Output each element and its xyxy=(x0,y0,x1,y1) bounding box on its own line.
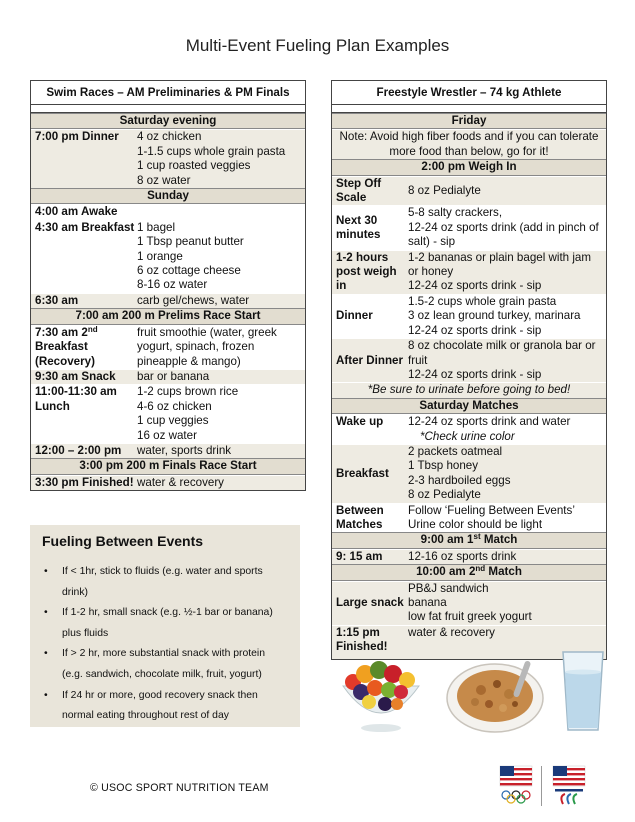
swim-plan-table xyxy=(30,80,306,491)
food-line: 1 cup veggies xyxy=(137,414,209,428)
food-line: 5-8 salty crackers, xyxy=(408,206,503,220)
food-line: PB&J sandwich xyxy=(408,581,489,595)
row-time: Wake up xyxy=(336,415,384,429)
section-header xyxy=(31,188,305,204)
row-food xyxy=(135,326,305,369)
table-row xyxy=(31,475,305,490)
row-food xyxy=(406,504,606,533)
swim-plan-title: Swim Races – AM Preliminaries & PM Finals xyxy=(31,81,305,105)
wrestler-plan-title: Freestyle Wrestler – 74 kg Athlete xyxy=(332,81,606,105)
food-line: 3 oz lean ground turkey, marinara xyxy=(408,309,581,323)
food-line: water & recovery xyxy=(408,625,495,639)
food-line: water, sports drink xyxy=(137,443,232,457)
food-line: 4 oz chicken xyxy=(137,130,202,144)
food-line: 2-3 hardboiled eggs xyxy=(408,473,511,487)
section-header xyxy=(31,458,305,474)
table-row-step-off xyxy=(332,176,606,206)
row-food xyxy=(406,184,606,198)
row-time: Next 30 minutes xyxy=(336,213,381,242)
food-line: 6 oz cottage cheese xyxy=(137,264,241,278)
row-food xyxy=(135,385,305,443)
row-food xyxy=(406,339,606,382)
table-row-after-dinner xyxy=(332,338,606,382)
list-item: • If 1-2 hr, small snack (e.g. ½-1 bar or banana) plus fluids xyxy=(42,603,288,644)
row-food xyxy=(135,444,305,458)
row-time: Dinner xyxy=(336,309,373,323)
fueling-list xyxy=(42,562,288,727)
cereal-bowl-image xyxy=(443,650,545,736)
table-row-between-matches xyxy=(332,503,606,533)
usa-paralympic-logo xyxy=(549,764,589,808)
table-row xyxy=(31,369,305,384)
friday-note: Note: Avoid high fiber foods and if you can tolerate more food than below, go for it! xyxy=(332,129,606,159)
list-item: • If < 1hr, stick to fluids (e.g. water and sports drink) xyxy=(42,562,288,603)
table-row-9-15 xyxy=(332,549,606,564)
food-line: carb gel/chews, water xyxy=(137,293,250,307)
swim-spacer xyxy=(31,105,305,113)
footer-copyright: © USOC SPORT NUTRITION TEAM xyxy=(90,782,269,794)
row-time: Breakfast xyxy=(336,466,389,480)
food-line: 8-16 oz water xyxy=(137,278,208,292)
section-header-label: 7:00 am 200 m Prelims Race Start xyxy=(75,309,261,323)
food-line: 8 oz water xyxy=(137,173,191,187)
wrestler-plan-table xyxy=(331,80,607,660)
food-line: water & recovery xyxy=(137,475,224,489)
food-line: 1 cup roasted veggies xyxy=(137,159,251,173)
food-line: 1-2 bananas or plain bagel with jam or honey xyxy=(408,250,592,279)
row-time: 4:00 am Awake xyxy=(35,205,118,219)
table-row xyxy=(31,325,305,369)
food-line: banana xyxy=(408,596,447,609)
food-line: 16 oz water xyxy=(137,428,197,442)
urine-check-note: *Check urine color xyxy=(420,429,515,443)
section-header-friday: Friday xyxy=(332,113,606,129)
row-food xyxy=(135,221,305,293)
row-time: 12:00 – 2:00 pm xyxy=(35,443,122,457)
food-line: 4-6 oz chicken xyxy=(137,399,212,413)
row-food xyxy=(135,476,305,490)
food-line: low fat fruit greek yogurt xyxy=(408,610,532,624)
usa-olympic-logo xyxy=(496,764,536,808)
food-line: Urine color should be light xyxy=(408,517,543,531)
urinate-note: *Be sure to urinate before going to bed! xyxy=(332,382,606,397)
fruit-bowl-image xyxy=(335,648,427,734)
swim-rows xyxy=(31,113,305,490)
row-time: 9:30 am Snack xyxy=(35,369,116,383)
row-food xyxy=(406,550,606,564)
food-line: bar or banana xyxy=(137,369,210,383)
section-header-label: Saturday evening xyxy=(119,114,217,127)
row-time: 1-2 hours post weigh in xyxy=(336,250,397,293)
food-line: 12-24 oz sports drink - sip xyxy=(408,367,542,381)
row-food xyxy=(406,206,606,249)
row-food xyxy=(406,415,606,444)
row-time: 11:00-11:30 am Lunch xyxy=(35,385,117,413)
food-line: 12-24 oz sports drink (add in pinch of salt) - sip xyxy=(408,220,599,249)
section-header-match-2 xyxy=(332,564,606,580)
food-line: 1.5-2 cups whole grain pasta xyxy=(408,294,557,308)
match-2-label: 10:00 am 2nd Match xyxy=(416,564,522,579)
food-line: 1 orange xyxy=(137,249,183,263)
row-food xyxy=(135,205,305,219)
wrestler-spacer xyxy=(332,105,606,113)
row-food xyxy=(135,130,305,188)
section-header xyxy=(31,308,305,324)
table-row xyxy=(31,204,305,219)
table-row-breakfast xyxy=(332,444,606,503)
row-food xyxy=(406,251,606,294)
table-row xyxy=(31,293,305,308)
section-header-label: Sunday xyxy=(147,189,189,203)
row-time: 9: 15 am xyxy=(336,549,383,563)
food-line: 1-2 cups brown rice xyxy=(137,385,239,399)
section-header xyxy=(31,113,305,129)
food-line: 1 Tbsp peanut butter xyxy=(137,235,244,249)
row-time: 7:30 am 2nd Breakfast (Recovery) xyxy=(35,324,98,368)
food-line: 8 oz Pedialyte xyxy=(408,183,481,197)
section-header-weigh-in: 2:00 pm Weigh In xyxy=(332,159,606,175)
food-line: fruit smoothie (water, greek yogurt, spinach, frozen pineapple & mango) xyxy=(137,325,277,368)
food-line: 8 oz Pedialyte xyxy=(408,488,481,502)
water-glass-image xyxy=(558,648,608,734)
section-header-label: 3:00 pm 200 m Finals Race Start xyxy=(79,459,257,473)
fueling-between-events-box xyxy=(30,525,300,727)
table-row xyxy=(31,384,305,443)
row-food xyxy=(406,445,606,503)
list-item: • If 24 hr or more, good recovery snack then normal eating throughout rest of day xyxy=(42,686,288,727)
match-1-label: 9:00 am 1st Match xyxy=(420,532,518,547)
table-row-next-30 xyxy=(332,205,606,249)
row-time: Step Off Scale xyxy=(336,176,382,205)
food-line: 8 oz chocolate milk or granola bar or fruit xyxy=(408,339,596,367)
table-row xyxy=(31,220,305,293)
row-food xyxy=(135,294,305,308)
row-time: After Dinner xyxy=(336,353,403,367)
row-food xyxy=(406,582,606,625)
table-row-dinner xyxy=(332,294,606,338)
food-line: 1 bagel xyxy=(137,220,176,234)
table-row xyxy=(31,129,305,188)
row-time: 4:30 am Breakfast xyxy=(35,220,135,234)
food-line: 12-24 oz sports drink and water xyxy=(408,415,571,429)
food-line: 12-16 oz sports drink xyxy=(408,549,517,563)
section-header-match-1 xyxy=(332,532,606,548)
row-time: 3:30 pm Finished! xyxy=(35,475,134,489)
food-line: 1 Tbsp honey xyxy=(408,459,479,473)
fueling-title: Fueling Between Events xyxy=(42,533,204,549)
row-time: Between Matches xyxy=(336,503,384,531)
food-line: 12-24 oz sports drink - sip xyxy=(408,279,542,293)
row-time: 7:00 pm Dinner xyxy=(35,130,119,144)
row-time: 1:15 pm Finished! xyxy=(336,625,388,654)
row-food xyxy=(135,370,305,384)
row-food xyxy=(406,295,606,338)
food-line: Follow ‘Fueling Between Events’ xyxy=(408,503,575,517)
section-header-saturday: Saturday Matches xyxy=(332,398,606,414)
row-time: 6:30 am xyxy=(35,293,79,307)
food-line: 12-24 oz sports drink - sip xyxy=(408,323,542,337)
table-row-large-snack xyxy=(332,581,606,625)
table-row-wake-up xyxy=(332,414,606,444)
list-item: • If > 2 hr, more substantial snack with protein (e.g. sandwich, chocolate milk, fruit, yogurt) xyxy=(42,644,288,685)
food-line: 1-1.5 cups whole grain pasta xyxy=(137,144,286,158)
row-time: Large snack xyxy=(336,596,404,609)
page-title: Multi-Event Fueling Plan Examples xyxy=(185,36,450,55)
food-line: 2 packets oatmeal xyxy=(408,444,503,458)
logo-divider xyxy=(541,766,542,806)
table-row-post-weigh-in xyxy=(332,250,606,294)
table-row xyxy=(31,443,305,458)
